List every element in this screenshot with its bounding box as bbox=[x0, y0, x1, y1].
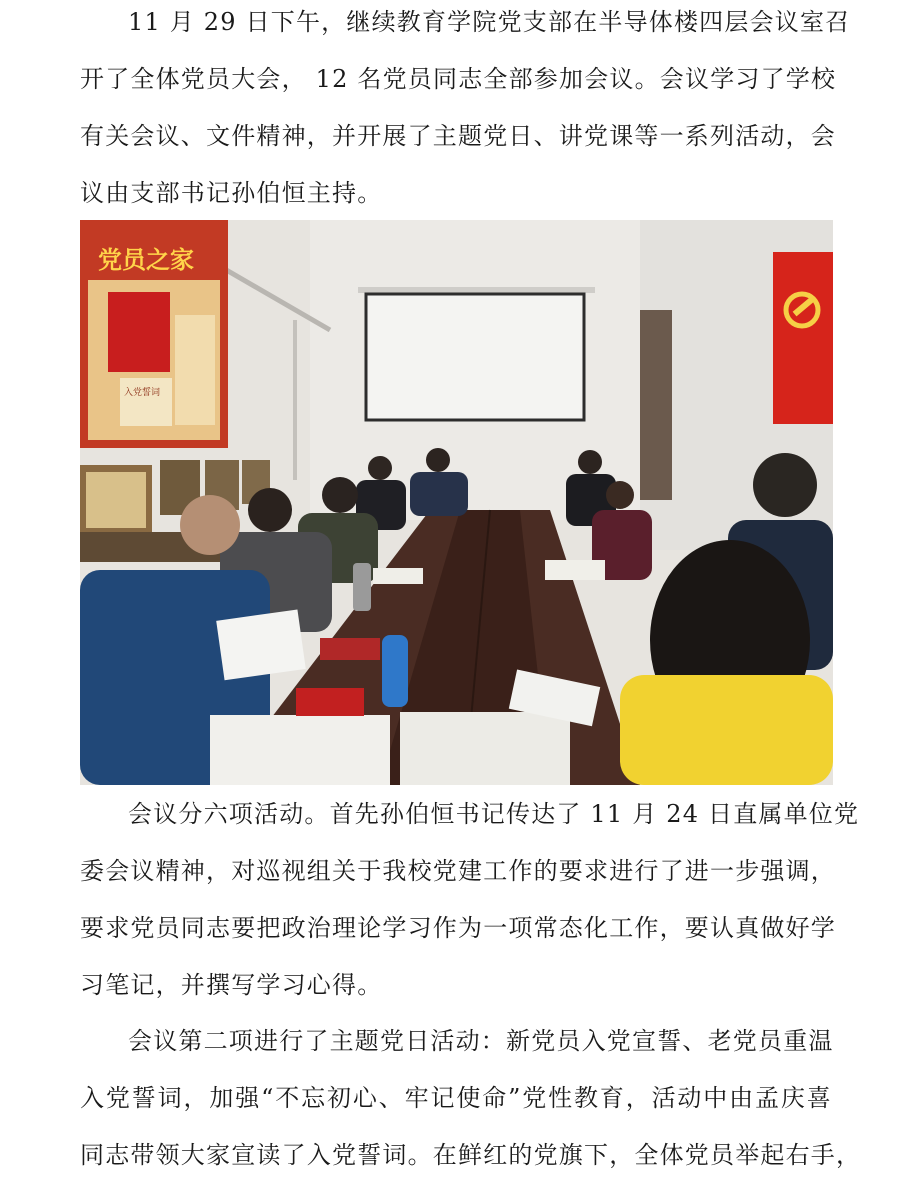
paragraph-line: 同志带领大家宣读了入党誓词。在鲜红的党旗下，全体党员举起右手， bbox=[80, 1141, 862, 1169]
paragraph-line: 有关会议、文件精神，并开展了主题党日、讲党课等一系列活动，会 bbox=[80, 122, 836, 150]
paragraph-line: 委会议精神，对巡视组关于我校党建工作的要求进行了进一步强调， bbox=[80, 857, 836, 885]
paragraph-3 bbox=[80, 1013, 862, 1184]
paragraph-line: 11 月 29 日下午，继续教育学院党支部在半导体楼四层会议室召 bbox=[128, 8, 851, 36]
paragraph-line: 会议第二项进行了主题党日活动：新党员入党宣誓、老党员重温 bbox=[128, 1027, 834, 1055]
meeting-photo bbox=[80, 220, 833, 785]
paragraph-line: 要求党员同志要把政治理论学习作为一项常态化工作，要认真做好学 bbox=[80, 914, 836, 942]
paragraph-line: 入党誓词，加强“不忘初心、牢记使命”党性教育，活动中由孟庆喜 bbox=[80, 1084, 832, 1112]
paragraph-line: 习笔记，并撰写学习心得。 bbox=[80, 971, 383, 999]
paragraph-line: 议由支部书记孙伯恒主持。 bbox=[80, 179, 383, 207]
paragraph-2 bbox=[80, 786, 860, 1014]
paragraph-line: 会议分六项活动。首先孙伯恒书记传达了 11 月 24 日直属单位党 bbox=[128, 800, 860, 828]
board-subtitle: 入党誓词 bbox=[124, 388, 161, 398]
paragraph-line: 开了全体党员大会， 12 名党员同志全部参加会议。会议学习了学校 bbox=[80, 65, 837, 93]
board-title: 党员之家 bbox=[98, 246, 194, 274]
paragraph-1 bbox=[80, 0, 851, 222]
